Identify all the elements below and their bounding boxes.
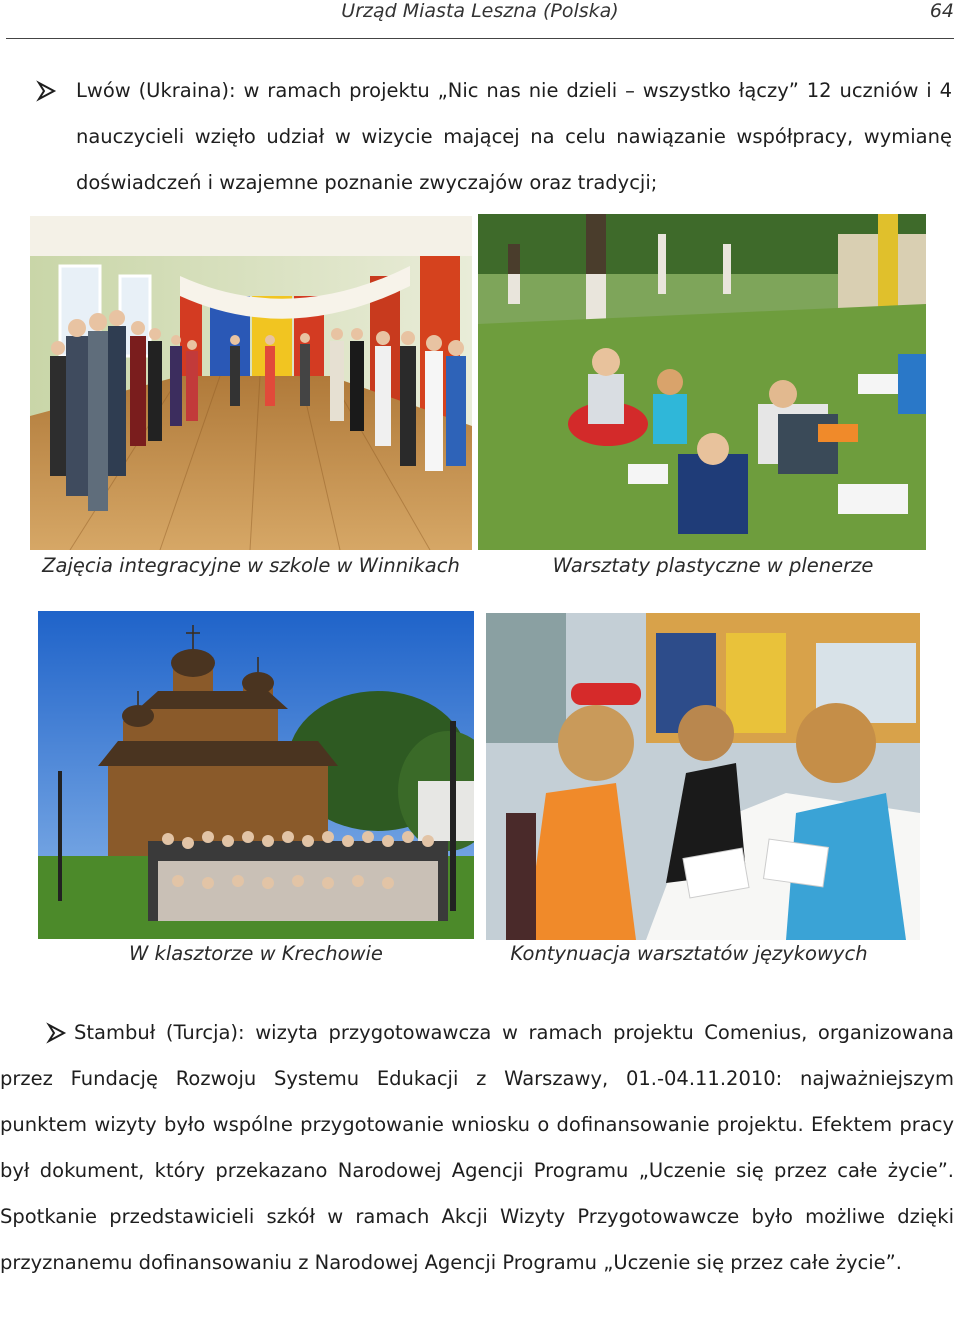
photo-park-workshop [478,214,926,550]
photo-caption: W klasztorze w Krechowie [129,942,383,965]
page-number: 64 [929,0,954,22]
arrow-bullet-icon [46,1022,68,1044]
bullet-item-lwow [36,68,952,206]
photo-caption: Kontynuacja warsztatów językowych [510,942,868,965]
photo-school-hall [30,216,472,550]
header-title: Urząd Miasta Leszna (Polska) [341,0,619,22]
photo-caption: Warsztaty plastyczne w plenerze [552,554,874,577]
photo-language-workshop [486,613,920,940]
arrow-bullet-icon [36,80,58,102]
photo-caption: Zajęcia integracyjne w szkole w Winnikach [42,554,460,577]
photo-wooden-church [38,611,474,939]
bullet-text: Stambuł (Turcja): wizyta przygotowawcza w ramach projektu Comenius, organizowana przez Fundację Rozwoju Systemu Edukacji z Warszawy, 01.-04.11.2010: najważniejszym punktem wizyty było wspólne przygotowanie wniosku o dofinansowanie projektu. Efektem pracy był dokument, który przekazano Narodowej Agencji Programu „Uczenie się przez całe życie”. Spotkanie przedstawicieli szkół w ramach Akcji Wizyty Przygotowawcze było możliwe dzięki przyznanemu dofinansowaniu z Narodowej Agencji Programu „Uczenie się przez całe życie”. [0,1021,954,1274]
header-rule [6,38,954,39]
bullet-text: Lwów (Ukraina): w ramach projektu „Nic nas nie dzieli – wszystko łączy” 12 uczniów i 4 nauczycieli wzięło udział w wizycie mającej na celu nawiązanie współpracy, wymianę doświadczeń i wzajemne poznanie zwyczajów oraz tradycji; [76,79,952,194]
bullet-item-istanbul [0,1010,954,1286]
